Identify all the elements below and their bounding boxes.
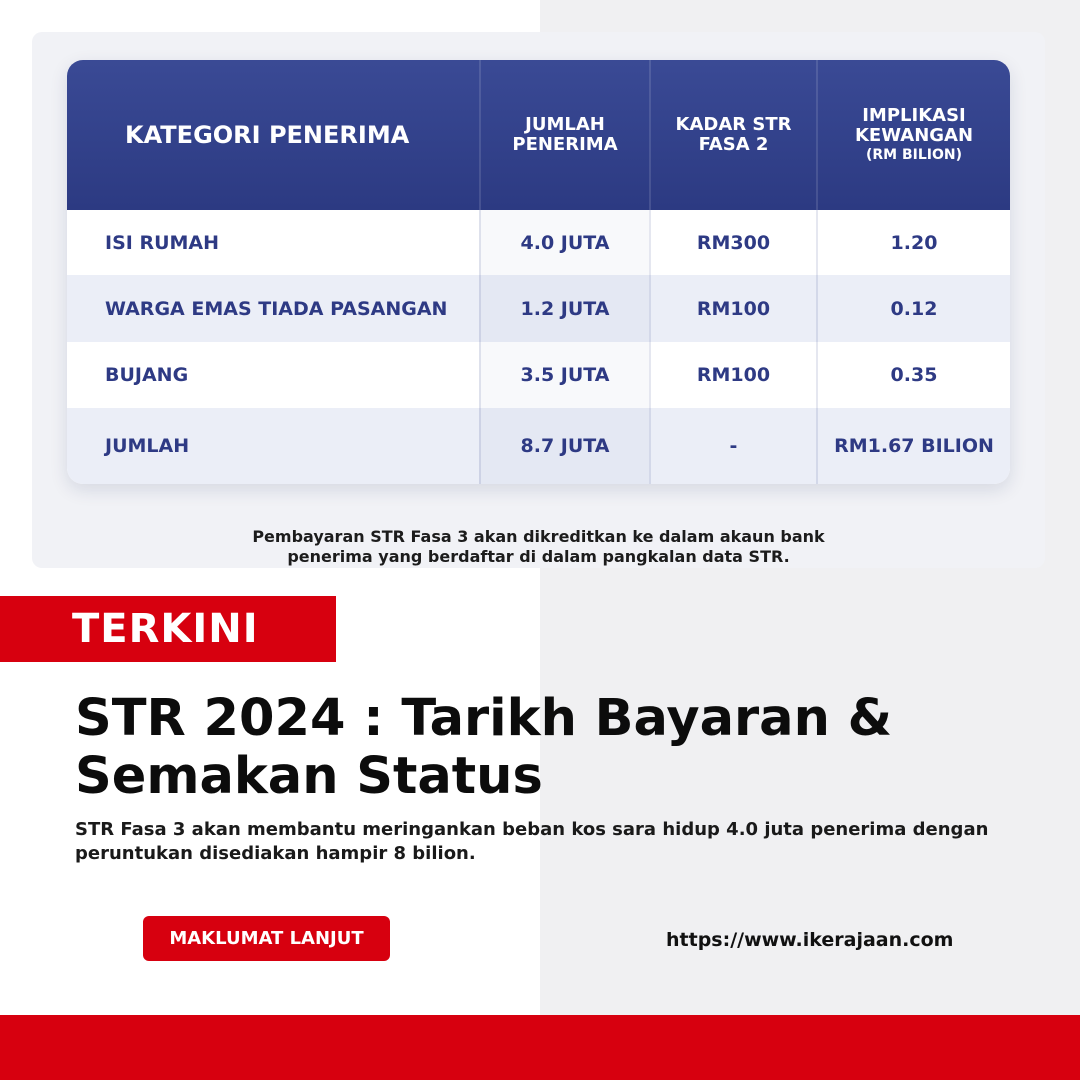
table-row xyxy=(67,210,1010,275)
cell-implikasi: RM1.67 BILION xyxy=(816,408,1010,484)
footnote-line1: Pembayaran STR Fasa 3 akan dikreditkan ke dalam akaun bank xyxy=(252,527,825,546)
header-implikasi-line1: IMPLIKASI xyxy=(862,105,966,126)
cell-kategori: ISI RUMAH xyxy=(105,231,220,254)
headline-line1: STR 2024 : Tarikh Bayaran & xyxy=(75,689,893,748)
cell-kadar: RM100 xyxy=(649,342,816,408)
table-row xyxy=(67,342,1010,408)
cell-kategori: JUMLAH xyxy=(105,435,190,457)
cell-jumlah: 4.0 JUTA xyxy=(479,210,649,275)
cell-implikasi: 0.35 xyxy=(816,342,1010,408)
table-header-row xyxy=(67,60,1010,210)
header-implikasi xyxy=(816,60,1010,210)
table-row xyxy=(67,275,1010,342)
website-url[interactable]: https://www.ikerajaan.com xyxy=(666,929,954,951)
table-total-row xyxy=(67,408,1010,484)
page-title xyxy=(75,690,1035,806)
cell-jumlah: 3.5 JUTA xyxy=(479,342,649,408)
header-jumlah-line1: JUMLAH xyxy=(525,114,605,135)
cell-jumlah: 8.7 JUTA xyxy=(479,408,649,484)
cell-jumlah: 1.2 JUTA xyxy=(479,275,649,342)
header-implikasi-line2: KEWANGAN xyxy=(854,125,974,146)
footnote-line2: penerima yang berdaftar di dalam pangkalan data STR. xyxy=(287,547,790,566)
maklumat-lanjut-button[interactable]: MAKLUMAT LANJUT xyxy=(143,916,390,961)
cell-implikasi: 1.20 xyxy=(816,210,1010,275)
description: STR Fasa 3 akan membantu meringankan beban kos sara hidup 4.0 juta penerima dengan peruntukan disediakan hampir 8 bilion. xyxy=(75,819,989,864)
header-jumlah xyxy=(479,60,649,210)
str-table xyxy=(67,60,1010,484)
bottom-red-bar xyxy=(0,1015,1080,1080)
cell-kategori: WARGA EMAS TIADA PASANGAN xyxy=(105,297,448,320)
cell-kategori: BUJANG xyxy=(105,364,189,386)
terkini-badge: TERKINI xyxy=(0,596,336,662)
cell-implikasi: 0.12 xyxy=(816,275,1010,342)
header-kadar-line2: FASA 2 xyxy=(698,134,769,155)
cell-kadar: RM100 xyxy=(649,275,816,342)
cell-kadar: - xyxy=(649,408,816,484)
cell-kadar: RM300 xyxy=(649,210,816,275)
header-kadar-line1: KADAR STR xyxy=(675,114,792,135)
header-jumlah-line2: PENERIMA xyxy=(512,134,618,155)
header-kadar xyxy=(649,60,816,210)
headline-line2: Semakan Status xyxy=(75,747,543,806)
header-kategori: KATEGORI PENERIMA xyxy=(125,121,410,149)
header-implikasi-unit: (RM BILION) xyxy=(865,147,962,163)
table-footnote xyxy=(32,527,1045,567)
